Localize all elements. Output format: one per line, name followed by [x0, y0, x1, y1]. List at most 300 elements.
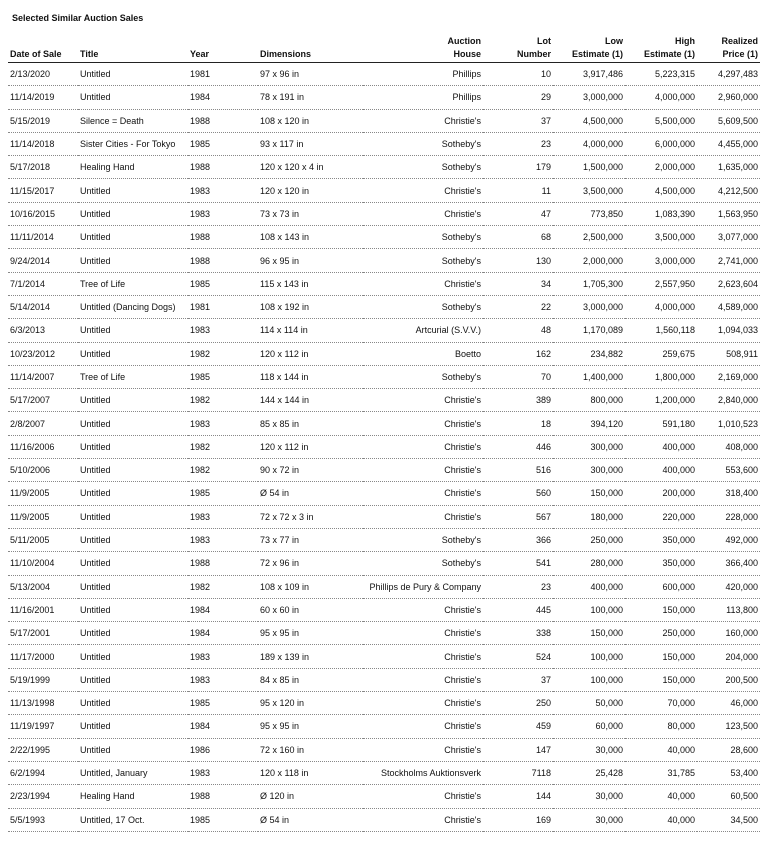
cell-lot-number: 250	[483, 692, 553, 715]
cell-low-estimate: 1,400,000	[553, 365, 625, 388]
cell-auction-house: Sotheby's	[363, 552, 483, 575]
cell-auction-house: Christie's	[363, 668, 483, 691]
cell-auction-house: Boetto	[363, 342, 483, 365]
cell-auction-house: Christie's	[363, 785, 483, 808]
cell-high-estimate: 220,000	[625, 505, 697, 528]
cell-date-of-sale: 5/17/2018	[8, 156, 78, 179]
cell-dimensions: 78 x 191 in	[258, 86, 363, 109]
cell-high-estimate: 5,500,000	[625, 109, 697, 132]
cell-dimensions: 73 x 77 in	[258, 528, 363, 551]
cell-high-estimate: 80,000	[625, 715, 697, 738]
cell-title: Untitled	[78, 552, 188, 575]
cell-dimensions: 120 x 118 in	[258, 761, 363, 784]
cell-high-estimate: 591,180	[625, 412, 697, 435]
cell-high-estimate: 40,000	[625, 785, 697, 808]
cell-year: 1982	[188, 435, 258, 458]
cell-date-of-sale: 5/13/2004	[8, 575, 78, 598]
cell-date-of-sale: 6/3/2013	[8, 319, 78, 342]
cell-year: 1988	[188, 552, 258, 575]
cell-lot-number: 389	[483, 389, 553, 412]
cell-lot-number: 524	[483, 645, 553, 668]
cell-title: Untitled	[78, 645, 188, 668]
cell-realized-price: 4,589,000	[697, 295, 760, 318]
table-row	[8, 412, 760, 435]
cell-low-estimate: 180,000	[553, 505, 625, 528]
cell-high-estimate: 40,000	[625, 808, 697, 831]
cell-low-estimate: 30,000	[553, 785, 625, 808]
cell-title: Untitled	[78, 63, 188, 86]
header-year: Year	[188, 35, 258, 63]
cell-lot-number: 18	[483, 412, 553, 435]
cell-lot-number: 48	[483, 319, 553, 342]
cell-low-estimate: 234,882	[553, 342, 625, 365]
cell-year: 1984	[188, 598, 258, 621]
table-row	[8, 645, 760, 668]
cell-dimensions: 108 x 109 in	[258, 575, 363, 598]
cell-auction-house: Christie's	[363, 179, 483, 202]
table-row	[8, 505, 760, 528]
table-row	[8, 435, 760, 458]
table-body	[8, 63, 760, 832]
table-header-row	[8, 35, 760, 63]
cell-year: 1984	[188, 715, 258, 738]
cell-low-estimate: 400,000	[553, 575, 625, 598]
cell-high-estimate: 200,000	[625, 482, 697, 505]
cell-dimensions: 189 x 139 in	[258, 645, 363, 668]
cell-realized-price: 2,623,604	[697, 272, 760, 295]
cell-realized-price: 4,212,500	[697, 179, 760, 202]
cell-low-estimate: 800,000	[553, 389, 625, 412]
table-row	[8, 575, 760, 598]
cell-dimensions: 108 x 120 in	[258, 109, 363, 132]
cell-realized-price: 492,000	[697, 528, 760, 551]
cell-realized-price: 2,169,000	[697, 365, 760, 388]
cell-date-of-sale: 10/23/2012	[8, 342, 78, 365]
cell-realized-price: 366,400	[697, 552, 760, 575]
table-row	[8, 622, 760, 645]
cell-title: Untitled	[78, 435, 188, 458]
table-row	[8, 668, 760, 691]
cell-realized-price: 60,500	[697, 785, 760, 808]
cell-dimensions: 118 x 144 in	[258, 365, 363, 388]
cell-date-of-sale: 11/14/2019	[8, 86, 78, 109]
cell-dimensions: 115 x 143 in	[258, 272, 363, 295]
cell-title: Untitled	[78, 598, 188, 621]
cell-realized-price: 408,000	[697, 435, 760, 458]
cell-realized-price: 228,000	[697, 505, 760, 528]
cell-realized-price: 420,000	[697, 575, 760, 598]
table-row	[8, 226, 760, 249]
cell-year: 1984	[188, 622, 258, 645]
cell-date-of-sale: 5/15/2019	[8, 109, 78, 132]
cell-year: 1985	[188, 365, 258, 388]
cell-realized-price: 200,500	[697, 668, 760, 691]
cell-dimensions: 72 x 72 x 3 in	[258, 505, 363, 528]
cell-date-of-sale: 5/5/1993	[8, 808, 78, 831]
cell-lot-number: 560	[483, 482, 553, 505]
cell-realized-price: 28,600	[697, 738, 760, 761]
cell-auction-house: Sotheby's	[363, 226, 483, 249]
cell-lot-number: 23	[483, 132, 553, 155]
table-row	[8, 785, 760, 808]
table-row	[8, 482, 760, 505]
cell-title: Untitled	[78, 319, 188, 342]
cell-year: 1986	[188, 738, 258, 761]
cell-title: Sister Cities - For Tokyo	[78, 132, 188, 155]
cell-title: Tree of Life	[78, 272, 188, 295]
cell-low-estimate: 773,850	[553, 202, 625, 225]
cell-lot-number: 567	[483, 505, 553, 528]
cell-date-of-sale: 11/9/2005	[8, 505, 78, 528]
cell-auction-house: Phillips de Pury & Company	[363, 575, 483, 598]
cell-dimensions: Ø 54 in	[258, 482, 363, 505]
cell-high-estimate: 350,000	[625, 528, 697, 551]
cell-high-estimate: 4,000,000	[625, 295, 697, 318]
cell-dimensions: 120 x 112 in	[258, 342, 363, 365]
table-row	[8, 692, 760, 715]
cell-title: Untitled (Dancing Dogs)	[78, 295, 188, 318]
cell-year: 1984	[188, 86, 258, 109]
cell-auction-house: Christie's	[363, 109, 483, 132]
cell-date-of-sale: 7/1/2014	[8, 272, 78, 295]
cell-title: Untitled	[78, 622, 188, 645]
cell-auction-house: Christie's	[363, 715, 483, 738]
cell-lot-number: 516	[483, 459, 553, 482]
cell-low-estimate: 394,120	[553, 412, 625, 435]
cell-date-of-sale: 2/23/1994	[8, 785, 78, 808]
cell-high-estimate: 40,000	[625, 738, 697, 761]
cell-title: Healing Hand	[78, 156, 188, 179]
cell-date-of-sale: 11/17/2000	[8, 645, 78, 668]
cell-auction-house: Stockholms Auktionsverk	[363, 761, 483, 784]
cell-title: Untitled	[78, 528, 188, 551]
table-row	[8, 156, 760, 179]
cell-high-estimate: 2,557,950	[625, 272, 697, 295]
header-auction-house: Auction House	[363, 35, 483, 63]
cell-low-estimate: 100,000	[553, 645, 625, 668]
cell-date-of-sale: 11/19/1997	[8, 715, 78, 738]
cell-lot-number: 459	[483, 715, 553, 738]
table-row	[8, 808, 760, 831]
table-row	[8, 598, 760, 621]
cell-lot-number: 23	[483, 575, 553, 598]
cell-dimensions: 108 x 192 in	[258, 295, 363, 318]
cell-high-estimate: 150,000	[625, 645, 697, 668]
cell-realized-price: 34,500	[697, 808, 760, 831]
cell-year: 1981	[188, 295, 258, 318]
cell-dimensions: 120 x 112 in	[258, 435, 363, 458]
cell-dimensions: 97 x 96 in	[258, 63, 363, 86]
cell-title: Untitled	[78, 342, 188, 365]
cell-date-of-sale: 11/16/2006	[8, 435, 78, 458]
cell-lot-number: 366	[483, 528, 553, 551]
cell-dimensions: 73 x 73 in	[258, 202, 363, 225]
cell-year: 1985	[188, 808, 258, 831]
cell-auction-house: Christie's	[363, 505, 483, 528]
cell-year: 1983	[188, 645, 258, 668]
cell-year: 1982	[188, 459, 258, 482]
table-row	[8, 715, 760, 738]
cell-low-estimate: 3,000,000	[553, 86, 625, 109]
cell-high-estimate: 150,000	[625, 668, 697, 691]
cell-title: Untitled	[78, 459, 188, 482]
cell-realized-price: 3,077,000	[697, 226, 760, 249]
cell-low-estimate: 25,428	[553, 761, 625, 784]
cell-lot-number: 445	[483, 598, 553, 621]
table-row	[8, 738, 760, 761]
cell-high-estimate: 600,000	[625, 575, 697, 598]
cell-date-of-sale: 2/8/2007	[8, 412, 78, 435]
cell-low-estimate: 1,170,089	[553, 319, 625, 342]
cell-dimensions: Ø 54 in	[258, 808, 363, 831]
cell-auction-house: Christie's	[363, 389, 483, 412]
cell-date-of-sale: 11/14/2007	[8, 365, 78, 388]
cell-year: 1985	[188, 692, 258, 715]
cell-realized-price: 1,635,000	[697, 156, 760, 179]
cell-low-estimate: 250,000	[553, 528, 625, 551]
cell-title: Untitled	[78, 86, 188, 109]
cell-date-of-sale: 5/17/2001	[8, 622, 78, 645]
cell-year: 1983	[188, 505, 258, 528]
cell-title: Silence = Death	[78, 109, 188, 132]
cell-auction-house: Sotheby's	[363, 156, 483, 179]
cell-auction-house: Artcurial (S.V.V.)	[363, 319, 483, 342]
table-row	[8, 552, 760, 575]
cell-year: 1988	[188, 109, 258, 132]
cell-title: Untitled	[78, 249, 188, 272]
cell-date-of-sale: 2/13/2020	[8, 63, 78, 86]
cell-title: Tree of Life	[78, 365, 188, 388]
header-title: Title	[78, 35, 188, 63]
cell-low-estimate: 300,000	[553, 459, 625, 482]
auction-sales-table	[8, 35, 760, 832]
cell-year: 1985	[188, 482, 258, 505]
table-row	[8, 295, 760, 318]
cell-lot-number: 22	[483, 295, 553, 318]
cell-auction-house: Christie's	[363, 459, 483, 482]
table-row	[8, 63, 760, 86]
table-row	[8, 132, 760, 155]
cell-dimensions: 144 x 144 in	[258, 389, 363, 412]
cell-lot-number: 37	[483, 109, 553, 132]
cell-title: Untitled	[78, 412, 188, 435]
cell-realized-price: 53,400	[697, 761, 760, 784]
cell-auction-house: Sotheby's	[363, 295, 483, 318]
cell-date-of-sale: 11/11/2014	[8, 226, 78, 249]
cell-high-estimate: 1,800,000	[625, 365, 697, 388]
cell-dimensions: 95 x 95 in	[258, 622, 363, 645]
cell-high-estimate: 2,000,000	[625, 156, 697, 179]
cell-auction-house: Christie's	[363, 645, 483, 668]
cell-low-estimate: 100,000	[553, 668, 625, 691]
table-row	[8, 109, 760, 132]
cell-date-of-sale: 11/13/1998	[8, 692, 78, 715]
cell-year: 1985	[188, 272, 258, 295]
cell-title: Untitled	[78, 179, 188, 202]
cell-high-estimate: 70,000	[625, 692, 697, 715]
cell-low-estimate: 3,500,000	[553, 179, 625, 202]
cell-dimensions: Ø 120 in	[258, 785, 363, 808]
header-high-estimate: High Estimate (1)	[625, 35, 697, 63]
cell-auction-house: Christie's	[363, 272, 483, 295]
table-row	[8, 761, 760, 784]
cell-auction-house: Phillips	[363, 63, 483, 86]
cell-high-estimate: 1,560,118	[625, 319, 697, 342]
cell-lot-number: 10	[483, 63, 553, 86]
cell-auction-house: Christie's	[363, 412, 483, 435]
cell-year: 1988	[188, 226, 258, 249]
cell-realized-price: 5,609,500	[697, 109, 760, 132]
cell-lot-number: 68	[483, 226, 553, 249]
cell-realized-price: 318,400	[697, 482, 760, 505]
cell-auction-house: Christie's	[363, 598, 483, 621]
cell-low-estimate: 2,000,000	[553, 249, 625, 272]
cell-year: 1982	[188, 342, 258, 365]
cell-dimensions: 72 x 96 in	[258, 552, 363, 575]
cell-low-estimate: 150,000	[553, 482, 625, 505]
cell-title: Untitled	[78, 389, 188, 412]
cell-lot-number: 162	[483, 342, 553, 365]
cell-date-of-sale: 11/15/2017	[8, 179, 78, 202]
cell-auction-house: Sotheby's	[363, 528, 483, 551]
table-row	[8, 342, 760, 365]
cell-auction-house: Christie's	[363, 202, 483, 225]
cell-lot-number: 338	[483, 622, 553, 645]
cell-date-of-sale: 11/9/2005	[8, 482, 78, 505]
cell-dimensions: 84 x 85 in	[258, 668, 363, 691]
cell-realized-price: 160,000	[697, 622, 760, 645]
cell-auction-house: Phillips	[363, 86, 483, 109]
cell-realized-price: 1,010,523	[697, 412, 760, 435]
header-realized-price: Realized Price (1)	[697, 35, 760, 63]
cell-dimensions: 90 x 72 in	[258, 459, 363, 482]
cell-lot-number: 144	[483, 785, 553, 808]
cell-low-estimate: 280,000	[553, 552, 625, 575]
cell-high-estimate: 3,000,000	[625, 249, 697, 272]
cell-dimensions: 60 x 60 in	[258, 598, 363, 621]
cell-auction-house: Christie's	[363, 622, 483, 645]
cell-year: 1983	[188, 179, 258, 202]
cell-title: Untitled	[78, 226, 188, 249]
cell-lot-number: 130	[483, 249, 553, 272]
cell-year: 1983	[188, 528, 258, 551]
table-row	[8, 319, 760, 342]
cell-realized-price: 1,563,950	[697, 202, 760, 225]
cell-title: Untitled	[78, 482, 188, 505]
cell-lot-number: 29	[483, 86, 553, 109]
cell-dimensions: 114 x 114 in	[258, 319, 363, 342]
cell-high-estimate: 400,000	[625, 459, 697, 482]
cell-low-estimate: 1,705,300	[553, 272, 625, 295]
table-row	[8, 179, 760, 202]
cell-date-of-sale: 6/2/1994	[8, 761, 78, 784]
cell-high-estimate: 3,500,000	[625, 226, 697, 249]
cell-auction-house: Christie's	[363, 808, 483, 831]
cell-realized-price: 2,960,000	[697, 86, 760, 109]
cell-year: 1983	[188, 412, 258, 435]
cell-auction-house: Christie's	[363, 482, 483, 505]
cell-title: Untitled	[78, 738, 188, 761]
cell-date-of-sale: 11/16/2001	[8, 598, 78, 621]
cell-realized-price: 2,840,000	[697, 389, 760, 412]
cell-dimensions: 120 x 120 x 4 in	[258, 156, 363, 179]
cell-year: 1988	[188, 156, 258, 179]
cell-lot-number: 11	[483, 179, 553, 202]
cell-low-estimate: 30,000	[553, 808, 625, 831]
cell-high-estimate: 350,000	[625, 552, 697, 575]
cell-dimensions: 85 x 85 in	[258, 412, 363, 435]
cell-realized-price: 4,455,000	[697, 132, 760, 155]
cell-title: Untitled	[78, 692, 188, 715]
cell-realized-price: 2,741,000	[697, 249, 760, 272]
cell-low-estimate: 300,000	[553, 435, 625, 458]
cell-year: 1983	[188, 319, 258, 342]
cell-realized-price: 123,500	[697, 715, 760, 738]
cell-auction-house: Christie's	[363, 435, 483, 458]
cell-realized-price: 4,297,483	[697, 63, 760, 86]
cell-dimensions: 95 x 120 in	[258, 692, 363, 715]
cell-low-estimate: 1,500,000	[553, 156, 625, 179]
cell-title: Untitled	[78, 575, 188, 598]
cell-year: 1982	[188, 389, 258, 412]
page-title: Selected Similar Auction Sales	[12, 13, 144, 23]
cell-date-of-sale: 5/19/1999	[8, 668, 78, 691]
cell-dimensions: 96 x 95 in	[258, 249, 363, 272]
cell-lot-number: 70	[483, 365, 553, 388]
cell-auction-house: Christie's	[363, 692, 483, 715]
cell-high-estimate: 4,000,000	[625, 86, 697, 109]
cell-low-estimate: 50,000	[553, 692, 625, 715]
cell-auction-house: Christie's	[363, 738, 483, 761]
cell-high-estimate: 4,500,000	[625, 179, 697, 202]
cell-year: 1983	[188, 202, 258, 225]
header-lot-number: Lot Number	[483, 35, 553, 63]
cell-date-of-sale: 5/11/2005	[8, 528, 78, 551]
cell-realized-price: 113,800	[697, 598, 760, 621]
cell-date-of-sale: 5/17/2007	[8, 389, 78, 412]
cell-low-estimate: 4,500,000	[553, 109, 625, 132]
cell-date-of-sale: 2/22/1995	[8, 738, 78, 761]
cell-low-estimate: 30,000	[553, 738, 625, 761]
cell-date-of-sale: 10/16/2015	[8, 202, 78, 225]
cell-low-estimate: 3,000,000	[553, 295, 625, 318]
cell-low-estimate: 3,917,486	[553, 63, 625, 86]
cell-date-of-sale: 11/10/2004	[8, 552, 78, 575]
cell-title: Untitled	[78, 505, 188, 528]
cell-year: 1988	[188, 785, 258, 808]
cell-auction-house: Sotheby's	[363, 365, 483, 388]
table-row	[8, 86, 760, 109]
cell-low-estimate: 150,000	[553, 622, 625, 645]
cell-realized-price: 508,911	[697, 342, 760, 365]
cell-lot-number: 446	[483, 435, 553, 458]
cell-title: Healing Hand	[78, 785, 188, 808]
cell-title: Untitled	[78, 715, 188, 738]
header-low-estimate: Low Estimate (1)	[553, 35, 625, 63]
cell-title: Untitled	[78, 668, 188, 691]
cell-lot-number: 169	[483, 808, 553, 831]
cell-high-estimate: 5,223,315	[625, 63, 697, 86]
cell-high-estimate: 400,000	[625, 435, 697, 458]
cell-year: 1981	[188, 63, 258, 86]
cell-dimensions: 72 x 160 in	[258, 738, 363, 761]
cell-dimensions: 93 x 117 in	[258, 132, 363, 155]
cell-title: Untitled	[78, 202, 188, 225]
cell-low-estimate: 60,000	[553, 715, 625, 738]
cell-realized-price: 46,000	[697, 692, 760, 715]
table-row	[8, 272, 760, 295]
cell-realized-price: 553,600	[697, 459, 760, 482]
